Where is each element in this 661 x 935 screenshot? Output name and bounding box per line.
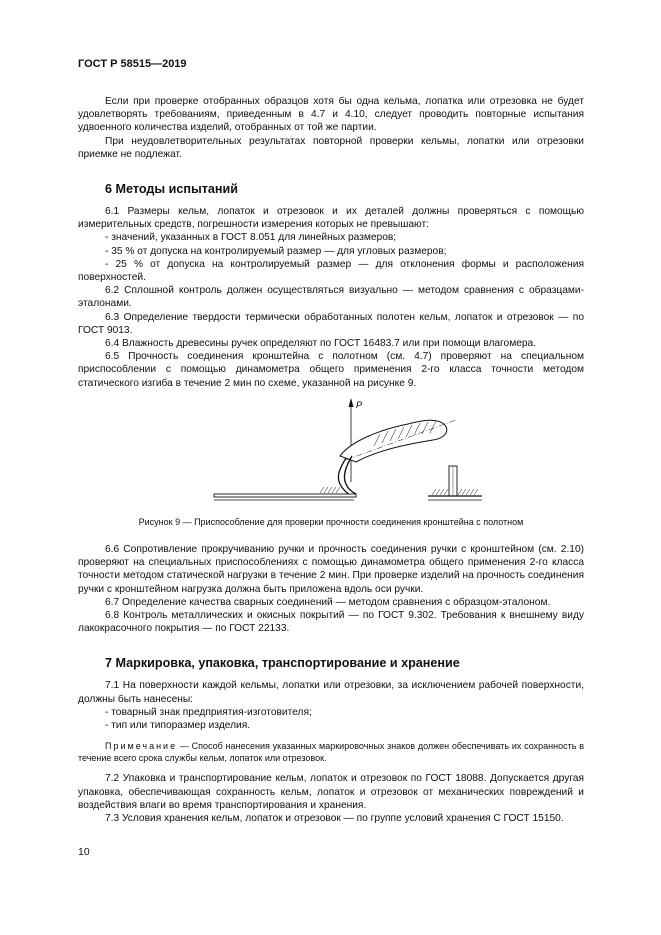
note-text: — Способ нанесения указанных маркировочных знаков должен обеспечивать их сохранность в течение всего срока службы кельм, лопаток или отрезовок. [78, 741, 584, 764]
page-content [78, 95, 584, 825]
clause-6-8: 6.8 Контроль металлических и окисных покрытий — по ГОСТ 9.302. Требования к внешнему виду лакокрасочного покрытия — по ГОСТ 22133. [78, 610, 584, 635]
clause-6-2: 6.2 Сплошной контроль должен осуществляться визуально — методом сравнения с образцами-эталонами. [78, 285, 584, 310]
list-item: - значений, указанных в ГОСТ 8.051 для линейных размеров; [105, 232, 397, 244]
paragraph-rejection: При неудовлетворительных результатах повторной проверки кельмы, лопатки или отрезовки приемке не подлежат. [78, 135, 584, 160]
paragraph-retest: Если при проверке отобранных образцов хотя бы одна кельма, лопатка или отрезовка не будет удовлетворять требованиям, приведенным в 4.7 и 4.10, следует проводить повторные испытания удвоенного количества изделий, отобранных от той же партии. [78, 96, 584, 134]
clause-6-5: 6.5 Прочность соединения кронштейна с полотном (см. 4.7) проверяют на специальном приспособлении с помощью динамометра общего применения 2-го класса точности методом статического изгиба в течение 2 мин по схеме, указанной на рисунке 9. [78, 351, 584, 389]
section-6-title: 6 Методы испытаний [105, 182, 238, 197]
list-item: - 25 % от допуска на контролируемый размер — для отклонения формы и расположения поверхностей. [78, 258, 584, 284]
section-7-title: 7 Маркировка, упаковка, транспортирование и хранение [105, 656, 460, 671]
figure-9 [78, 394, 584, 504]
clause-7-1: 7.1 На поверхности каждой кельмы, лопатки или отрезовки, за исключением рабочей поверхности, должны быть нанесены: [78, 680, 584, 705]
page-number: 10 [78, 846, 90, 858]
list-item: - товарный знак предприятия-изготовителя; [105, 706, 312, 718]
trowel-test-diagram [78, 394, 584, 504]
clause-6-1: 6.1 Размеры кельм, лопаток и отрезовок и их деталей должны проверяться с помощью измерительных средств, погрешности измерения которых не превышают: [78, 206, 584, 231]
list-item: - тип или типоразмер изделия. [105, 720, 251, 732]
clause-7-2: 7.2 Упаковка и транспортирование кельм, лопаток и отрезовок по ГОСТ 18088. Допускается другая упаковка, обеспечивающая сохранность кельм, лопаток и отрезовок от механических повреждений и воздействия влаги во время транспортирования и хранения. [78, 773, 584, 811]
clause-7-3: 7.3 Условия хранения кельм, лопаток и отрезовок — по группе условий хранения С ГОСТ 15150. [105, 812, 564, 824]
clause-6-6: 6.6 Сопротивление прокручиванию ручки и прочность соединения ручки с кронштейном (см. 2.10) проверяют на специальных приспособлениях с помощью динамометра общего применения 2-го класса точности методом статической нагрузки в течение 2 мин. При проверке изделий на прочность соединения ручки с кронштейном нагрузка должна быть приложена вдоль оси ручки. [78, 544, 584, 595]
figure-caption: Рисунок 9 — Приспособление для проверки прочности соединения кронштейна с полотном [138, 516, 524, 527]
force-label: P [356, 399, 363, 410]
list-item: - 35 % от допуска на контролируемый размер — для угловых размеров; [105, 245, 447, 257]
clause-6-7: 6.7 Определение качества сварных соединений — методом сравнения с образцом-эталоном. [105, 596, 551, 608]
note-label: Примечание [105, 741, 178, 752]
note [78, 740, 584, 764]
clause-6-4: 6.4 Влажность древесины ручек определяют по ГОСТ 16483.7 или при помощи влагомера. [105, 338, 537, 350]
clause-6-3: 6.3 Определение твердости термически обработанных полотен кельм, лопаток и отрезовок — по ГОСТ 9013. [78, 311, 584, 336]
document-header: ГОСТ Р 58515—2019 [78, 58, 187, 70]
